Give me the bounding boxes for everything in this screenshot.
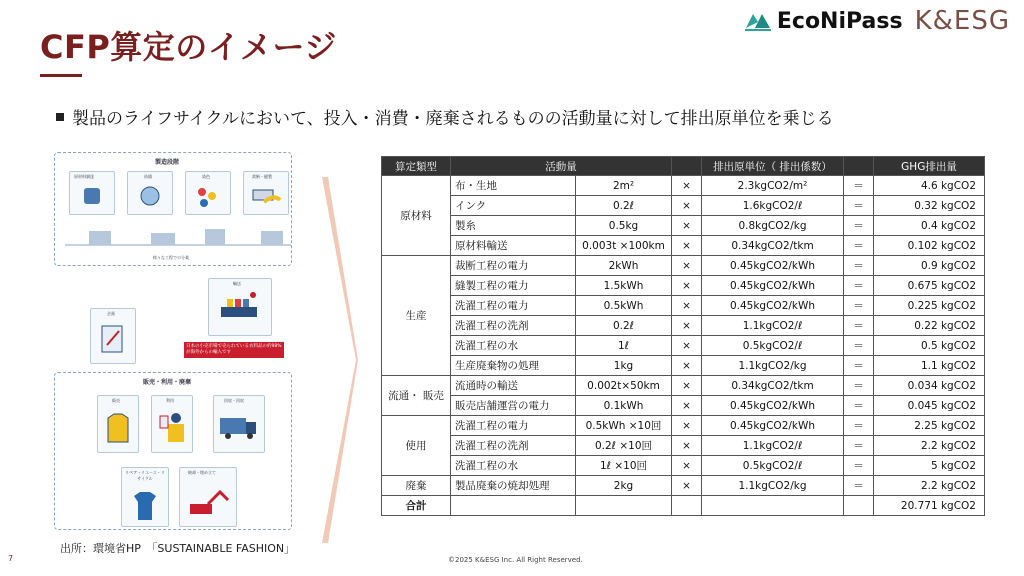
table-row bbox=[382, 476, 985, 496]
result-cell: 0.32 kgCO2 bbox=[874, 196, 985, 216]
factor-cell: 0.45kgCO2/kWh bbox=[702, 416, 844, 436]
factor-cell: 0.45kgCO2/kWh bbox=[702, 256, 844, 276]
table-row bbox=[382, 256, 985, 276]
item-cell: インク bbox=[451, 196, 576, 216]
equals-cell: ＝ bbox=[844, 256, 874, 276]
amount-cell: 1ℓ ×10回 bbox=[576, 456, 672, 476]
logo-area bbox=[743, 6, 1010, 36]
factor-cell: 2.3kgCO2/m² bbox=[702, 176, 844, 196]
equals-cell: ＝ bbox=[844, 376, 874, 396]
page-number: 7 bbox=[8, 554, 14, 563]
factor-cell: 1.6kgCO2/ℓ bbox=[702, 196, 844, 216]
factor-cell: 1.1kgCO2/kg bbox=[702, 356, 844, 376]
amount-cell: 2kg bbox=[576, 476, 672, 496]
total-empty-cell bbox=[576, 496, 672, 516]
result-cell: 5 kgCO2 bbox=[874, 456, 985, 476]
total-row bbox=[382, 496, 985, 516]
equals-cell: ＝ bbox=[844, 316, 874, 336]
header-category: 算定類型 bbox=[382, 157, 451, 176]
header-factor: 排出原単位（ 排出係数） bbox=[702, 157, 844, 176]
operator-cell: × bbox=[672, 476, 702, 496]
item-cell: 原材料輸送 bbox=[451, 236, 576, 256]
amount-cell: 0.002t×50km bbox=[576, 376, 672, 396]
equals-cell: ＝ bbox=[844, 456, 874, 476]
production-step-4: 裁断・縫製 bbox=[243, 171, 289, 215]
item-cell: 裁断工程の電力 bbox=[451, 256, 576, 276]
factor-cell: 1.1kgCO2/ℓ bbox=[702, 436, 844, 456]
item-cell: 洗濯工程の洗剤 bbox=[451, 436, 576, 456]
factor-cell: 0.5kgCO2/ℓ bbox=[702, 336, 844, 356]
transport-step: 輸送 bbox=[208, 278, 272, 336]
table-row bbox=[382, 216, 985, 236]
collection-truck-icon bbox=[218, 412, 260, 442]
production-stage-title: 製造段階 bbox=[155, 159, 180, 166]
result-cell: 2.2 kgCO2 bbox=[874, 436, 985, 456]
result-cell: 2.2 kgCO2 bbox=[874, 476, 985, 496]
operator-cell: × bbox=[672, 296, 702, 316]
user-icon bbox=[158, 410, 186, 446]
factor-cell: 0.45kgCO2/kWh bbox=[702, 296, 844, 316]
table-row bbox=[382, 236, 985, 256]
result-cell: 2.25 kgCO2 bbox=[874, 416, 985, 436]
operator-cell: × bbox=[672, 236, 702, 256]
import-note: 日本の小売市場で売られている衣料品の約98%が海外からの輸入です bbox=[184, 342, 284, 358]
bullet-text: 製品のライフサイクルにおいて、投入・消費・廃棄されるものの活動量に対して排出原単位を乗じる bbox=[72, 109, 834, 129]
cfp-calculation-table bbox=[381, 156, 985, 516]
result-cell: 0.4 kgCO2 bbox=[874, 216, 985, 236]
table-row bbox=[382, 276, 985, 296]
sales-step-3: 回収・回収 bbox=[213, 395, 265, 453]
raw-material-icon bbox=[80, 184, 104, 208]
yellow-jacket-icon bbox=[104, 410, 132, 446]
incineration-step: 焼却・埋め立て bbox=[179, 467, 237, 527]
header-op bbox=[672, 157, 702, 176]
equals-cell: ＝ bbox=[844, 396, 874, 416]
copyright: ©2025 K&ESG Inc. All Right Reserved. bbox=[448, 556, 583, 564]
table-row bbox=[382, 376, 985, 396]
result-cell: 0.034 kgCO2 bbox=[874, 376, 985, 396]
operator-cell: × bbox=[672, 396, 702, 416]
result-cell: 0.045 kgCO2 bbox=[874, 396, 985, 416]
lifecycle-illustration bbox=[48, 150, 298, 530]
econipass-logo-text: EcoNiPass bbox=[776, 8, 903, 34]
total-empty-cell bbox=[451, 496, 576, 516]
total-empty-cell bbox=[702, 496, 844, 516]
amount-cell: 0.1kWh bbox=[576, 396, 672, 416]
table-row bbox=[382, 456, 985, 476]
factor-cell: 0.8kgCO2/kg bbox=[702, 216, 844, 236]
item-cell: 布・生地 bbox=[451, 176, 576, 196]
production-step-3: 染色 bbox=[185, 171, 231, 215]
table-row bbox=[382, 416, 985, 436]
operator-cell: × bbox=[672, 256, 702, 276]
design-step: 企画 bbox=[90, 308, 136, 364]
category-cell: 使用 bbox=[382, 416, 451, 476]
sewing-icon bbox=[250, 184, 282, 208]
bullet-square-icon bbox=[56, 113, 64, 121]
result-cell: 0.102 kgCO2 bbox=[874, 236, 985, 256]
equals-cell: ＝ bbox=[844, 176, 874, 196]
item-cell: 販売店舗運営の電力 bbox=[451, 396, 576, 416]
item-cell: 流通時の輸送 bbox=[451, 376, 576, 396]
header-eq bbox=[844, 157, 874, 176]
item-cell: 洗濯工程の水 bbox=[451, 456, 576, 476]
table-row bbox=[382, 176, 985, 196]
item-cell: 洗濯工程の水 bbox=[451, 336, 576, 356]
amount-cell: 0.5kWh ×10回 bbox=[576, 416, 672, 436]
result-cell: 4.6 kgCO2 bbox=[874, 176, 985, 196]
sales-stage-title: 販売・利用・廃棄 bbox=[143, 379, 192, 386]
factor-cell: 0.45kgCO2/kWh bbox=[702, 396, 844, 416]
operator-cell: × bbox=[672, 216, 702, 236]
amount-cell: 0.2ℓ bbox=[576, 316, 672, 336]
equals-cell: ＝ bbox=[844, 216, 874, 236]
item-cell: 製品廃棄の焼却処理 bbox=[451, 476, 576, 496]
header-activity: 活動量 bbox=[451, 157, 672, 176]
production-caption: 様々な工程での分業 bbox=[153, 255, 189, 260]
equals-cell: ＝ bbox=[844, 276, 874, 296]
total-empty-cell bbox=[672, 496, 702, 516]
item-cell: 洗濯工程の電力 bbox=[451, 296, 576, 316]
item-cell: 生産廃棄物の処理 bbox=[451, 356, 576, 376]
operator-cell: × bbox=[672, 416, 702, 436]
result-cell: 0.22 kgCO2 bbox=[874, 316, 985, 336]
operator-cell: × bbox=[672, 336, 702, 356]
equals-cell: ＝ bbox=[844, 296, 874, 316]
result-cell: 0.9 kgCO2 bbox=[874, 256, 985, 276]
amount-cell: 0.5kg bbox=[576, 216, 672, 236]
table-row bbox=[382, 316, 985, 336]
page-title: CFP算定のイメージ bbox=[40, 28, 337, 66]
amount-cell: 2kWh bbox=[576, 256, 672, 276]
blue-tshirt-icon bbox=[130, 490, 160, 522]
equals-cell: ＝ bbox=[844, 476, 874, 496]
sales-stage-box bbox=[54, 372, 292, 530]
econipass-logo bbox=[743, 8, 903, 34]
factor-cell: 0.34kgCO2/tkm bbox=[702, 376, 844, 396]
amount-cell: 1kg bbox=[576, 356, 672, 376]
production-step-2: 紡績 bbox=[127, 171, 173, 215]
operator-cell: × bbox=[672, 176, 702, 196]
cargo-ship-icon bbox=[215, 291, 265, 331]
sales-step-1: 販売 bbox=[97, 395, 139, 453]
right-chevron-arrow-icon bbox=[320, 175, 360, 545]
table-row bbox=[382, 396, 985, 416]
production-stage-box bbox=[54, 152, 292, 266]
factory-row-icon bbox=[65, 223, 291, 253]
equals-cell: ＝ bbox=[844, 436, 874, 456]
equals-cell: ＝ bbox=[844, 336, 874, 356]
operator-cell: × bbox=[672, 376, 702, 396]
result-cell: 0.225 kgCO2 bbox=[874, 296, 985, 316]
sales-step-2: 利用 bbox=[151, 395, 193, 453]
factor-cell: 0.5kgCO2/ℓ bbox=[702, 456, 844, 476]
result-cell: 1.1 kgCO2 bbox=[874, 356, 985, 376]
item-cell: 洗濯工程の電力 bbox=[451, 416, 576, 436]
operator-cell: × bbox=[672, 436, 702, 456]
equals-cell: ＝ bbox=[844, 236, 874, 256]
result-cell: 0.5 kgCO2 bbox=[874, 336, 985, 356]
amount-cell: 1ℓ bbox=[576, 336, 672, 356]
table-row bbox=[382, 436, 985, 456]
total-empty-cell bbox=[844, 496, 874, 516]
amount-cell: 1.5kWh bbox=[576, 276, 672, 296]
bullet-statement bbox=[56, 104, 834, 129]
operator-cell: × bbox=[672, 196, 702, 216]
factor-cell: 0.34kgCO2/tkm bbox=[702, 236, 844, 256]
recycle-step: リペア・リユース・リサイクル bbox=[121, 467, 169, 527]
operator-cell: × bbox=[672, 276, 702, 296]
factor-cell: 0.45kgCO2/kWh bbox=[702, 276, 844, 296]
operator-cell: × bbox=[672, 356, 702, 376]
table-row bbox=[382, 296, 985, 316]
econipass-mark-icon bbox=[743, 8, 773, 34]
factor-cell: 1.1kgCO2/kg bbox=[702, 476, 844, 496]
spinning-icon bbox=[138, 184, 162, 208]
amount-cell: 0.003t ×100km bbox=[576, 236, 672, 256]
table-row bbox=[382, 336, 985, 356]
total-label: 合計 bbox=[382, 496, 451, 516]
result-cell: 0.675 kgCO2 bbox=[874, 276, 985, 296]
category-cell: 生産 bbox=[382, 256, 451, 376]
equals-cell: ＝ bbox=[844, 196, 874, 216]
equals-cell: ＝ bbox=[844, 356, 874, 376]
production-step-1: 原材料調達 bbox=[69, 171, 115, 215]
table-header-row bbox=[382, 157, 985, 176]
amount-cell: 0.2ℓ ×10回 bbox=[576, 436, 672, 456]
category-cell: 廃棄 bbox=[382, 476, 451, 496]
header-ghg: GHG排出量 bbox=[874, 157, 985, 176]
category-cell: 流通・ 販売 bbox=[382, 376, 451, 416]
item-cell: 縫製工程の電力 bbox=[451, 276, 576, 296]
source-citation: 出所：環境省HP 「SUSTAINABLE FASHION」 bbox=[60, 542, 296, 555]
kesg-logo: K&ESG bbox=[914, 6, 1010, 36]
factor-cell: 1.1kgCO2/ℓ bbox=[702, 316, 844, 336]
amount-cell: 0.2ℓ bbox=[576, 196, 672, 216]
title-underline bbox=[40, 74, 82, 77]
dyeing-icon bbox=[194, 184, 222, 210]
amount-cell: 2m² bbox=[576, 176, 672, 196]
item-cell: 洗濯工程の洗剤 bbox=[451, 316, 576, 336]
total-value: 20.771 kgCO2 bbox=[874, 496, 985, 516]
design-sketch-icon bbox=[99, 323, 127, 357]
table-row bbox=[382, 196, 985, 216]
excavator-icon bbox=[186, 486, 230, 520]
item-cell: 製糸 bbox=[451, 216, 576, 236]
equals-cell: ＝ bbox=[844, 416, 874, 436]
amount-cell: 0.5kWh bbox=[576, 296, 672, 316]
operator-cell: × bbox=[672, 316, 702, 336]
table-row bbox=[382, 356, 985, 376]
category-cell: 原材料 bbox=[382, 176, 451, 256]
operator-cell: × bbox=[672, 456, 702, 476]
